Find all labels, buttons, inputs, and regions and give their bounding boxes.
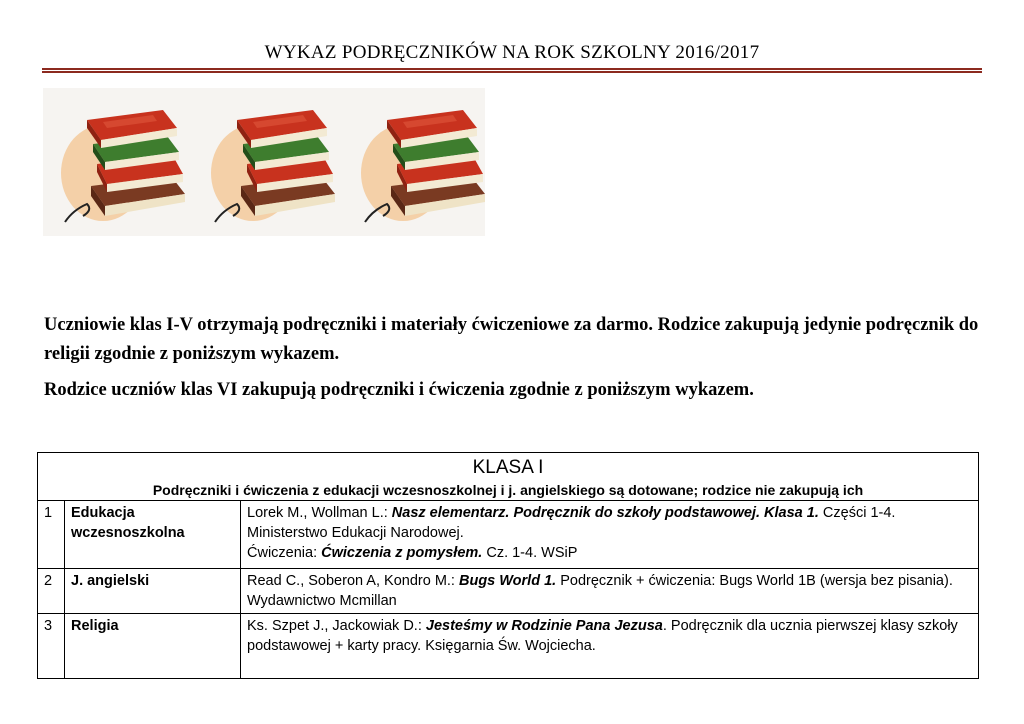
exercise-label: Ćwiczenia: bbox=[247, 545, 322, 561]
book-title: Nasz elementarz. Podręcznik do szkoły podstawowej. Klasa 1. bbox=[391, 505, 819, 521]
book-stack-icon bbox=[203, 98, 353, 228]
book-cell bbox=[241, 569, 979, 614]
subject-cell bbox=[65, 501, 241, 569]
book-stack-icon bbox=[53, 98, 203, 228]
title-rule bbox=[42, 68, 982, 70]
intro-paragraph: Uczniowie klas I-V otrzymają podręczniki i materiały ćwiczeniowe za darmo. Rodzice zakupują jedynie podręcznik do religii zgodnie z poniższym wykazem. bbox=[44, 315, 979, 364]
exercise-details: Cz. 1-4. WSiP bbox=[482, 545, 578, 561]
book-authors: Read C., Soberon A, Kondro M.: bbox=[247, 573, 459, 589]
document-title: WYKAZ PODRĘCZNIKÓW NA ROK SZKOLNY 2016/2017 bbox=[264, 42, 760, 63]
books-illustration bbox=[43, 88, 485, 236]
table-header bbox=[38, 453, 979, 501]
book-authors: Lorek M., Wollman L.: bbox=[247, 505, 392, 521]
table-header-row bbox=[38, 453, 979, 501]
table-row bbox=[38, 569, 979, 614]
book-title: Jesteśmy w Rodzinie Pana Jezusa bbox=[425, 618, 663, 634]
book-details: Części 1-4. bbox=[818, 505, 896, 521]
book-details: . Podręcznik dla ucznia pierwszej klasy szkoły podstawowej + karty pracy. Księgarnia Św. Wojciecha. bbox=[247, 618, 958, 654]
class-title: KLASA I bbox=[472, 457, 544, 478]
book-stack-icon bbox=[353, 98, 485, 228]
book-details: Podręcznik + ćwiczenia: Bugs World 1B (wersja bez pisania). Wydawnictwo Mcmillan bbox=[247, 573, 953, 609]
book-publisher: Ministerstwo Edukacji Narodowej. bbox=[247, 525, 464, 541]
title-rule-double bbox=[42, 71, 982, 73]
table-row bbox=[38, 501, 979, 569]
textbook-table bbox=[37, 452, 979, 679]
intro-paragraph-grade6: Rodzice uczniów klas VI zakupują podręczniki i ćwiczenia zgodnie z poniższym wykazem. bbox=[44, 380, 754, 400]
exercise-title: Ćwiczenia z pomysłem. bbox=[321, 545, 483, 561]
row-number: 1 bbox=[38, 501, 65, 569]
book-cell bbox=[241, 614, 979, 679]
book-authors: Ks. Szpet J., Jackowiak D.: bbox=[247, 618, 426, 634]
table-row bbox=[38, 614, 979, 679]
row-number: 3 bbox=[38, 614, 65, 679]
subject-cell: Religia bbox=[65, 614, 241, 679]
book-cell bbox=[241, 501, 979, 569]
subject-cell: J. angielski bbox=[65, 569, 241, 614]
subject-label: Edukacja bbox=[71, 505, 135, 521]
class-subtitle: Podręczniki i ćwiczenia z edukacji wczesnoszkolnej i j. angielskiego są dotowane; rodzice nie zakupują ich bbox=[152, 482, 864, 498]
subject-label: wczesnoszkolna bbox=[71, 525, 185, 541]
book-title: Bugs World 1. bbox=[458, 573, 557, 589]
row-number: 2 bbox=[38, 569, 65, 614]
